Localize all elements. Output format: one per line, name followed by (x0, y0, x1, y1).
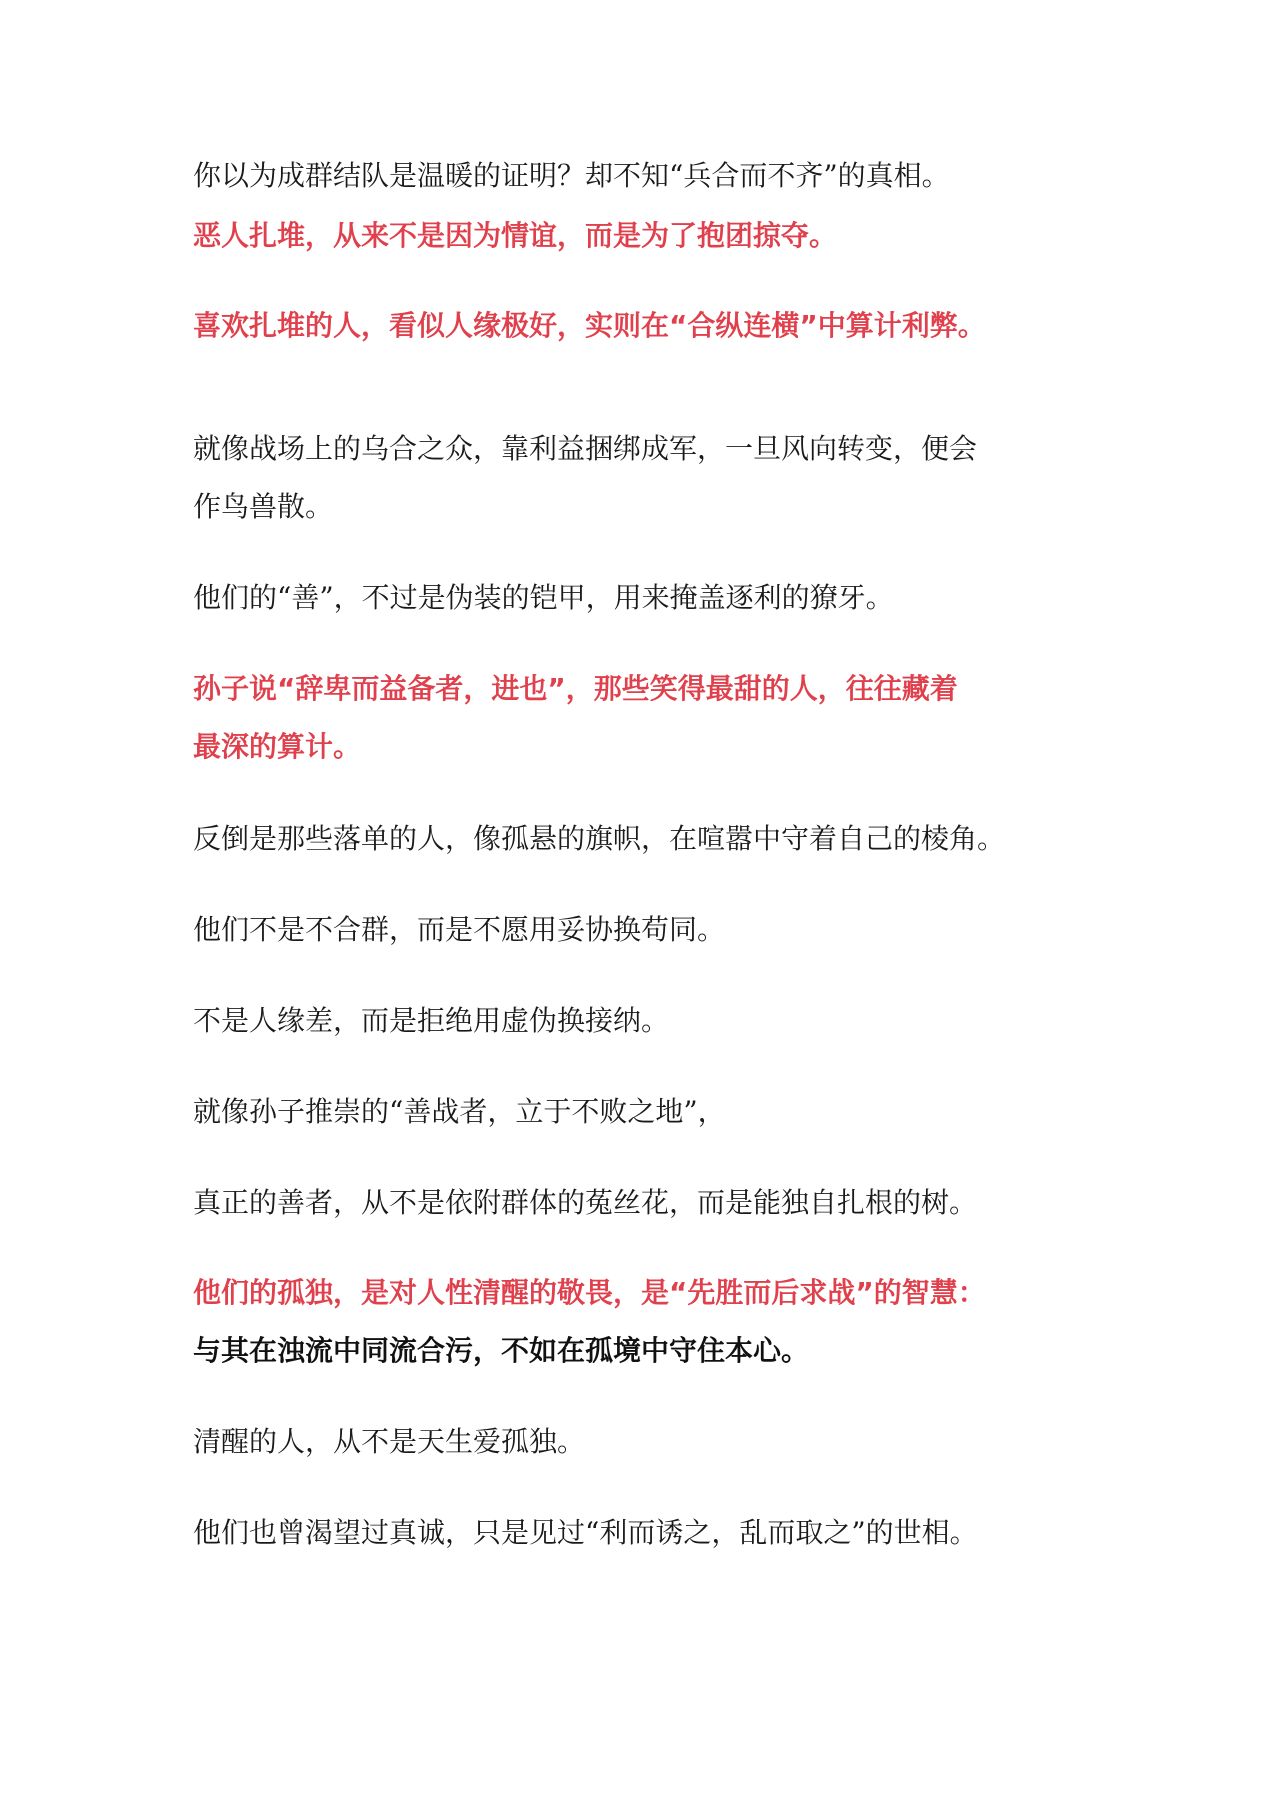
paragraph-9: 不是人缘差，而是拒绝用虚伪换接纳。 (193, 1004, 670, 1037)
paragraph-6-line-1: 孙子说“辞卑而益备者，进也”，那些笑得最甜的人，往往藏着 (193, 672, 958, 705)
paragraph-11: 真正的善者，从不是依附群体的菟丝花，而是能独自扎根的树。 (193, 1186, 978, 1219)
paragraph-12 (193, 1264, 1093, 1380)
paragraph-12-line-2-bold: 与其在浊流中同流合污，不如在孤境中守住本心。 (193, 1334, 810, 1367)
paragraph-14: 他们也曾渴望过真诚，只是见过“利而诱之，乱而取之”的世相。 (193, 1516, 978, 1549)
paragraph-2-highlight: 恶人扎堆，从来不是因为情谊，而是为了抱团掠夺。 (193, 219, 838, 252)
paragraph-12-line-1-highlight: 他们的孤独，是对人性清醒的敬畏，是“先胜而后求战”的智慧： (193, 1276, 986, 1309)
paragraph-4-line-2: 作鸟兽散。 (193, 490, 334, 523)
paragraph-8: 他们不是不合群，而是不愿用妥协换苟同。 (193, 913, 726, 946)
paragraph-1: 你以为成群结队是温暖的证明？却不知“兵合而不齐”的真相。 (193, 159, 950, 192)
paragraph-6-highlight (193, 660, 1093, 776)
paragraph-13: 清醒的人，从不是天生爱孤独。 (193, 1425, 586, 1458)
paragraph-5: 他们的“善”，不过是伪装的铠甲，用来掩盖逐利的獠牙。 (193, 581, 894, 614)
paragraph-4-line-1: 就像战场上的乌合之众，靠利益捆绑成军，一旦风向转变，便会 (193, 432, 978, 465)
paragraph-6-line-2: 最深的算计。 (193, 730, 362, 763)
paragraph-7: 反倒是那些落单的人，像孤悬的旗帜，在喧嚣中守着自己的棱角。 (193, 822, 1006, 855)
paragraph-10: 就像孙子推崇的“善战者，立于不败之地”， (193, 1095, 726, 1128)
paragraph-3-highlight: 喜欢扎堆的人，看似人缘极好，实则在“合纵连横”中算计利弊。 (193, 309, 986, 342)
paragraph-4 (193, 420, 1093, 536)
